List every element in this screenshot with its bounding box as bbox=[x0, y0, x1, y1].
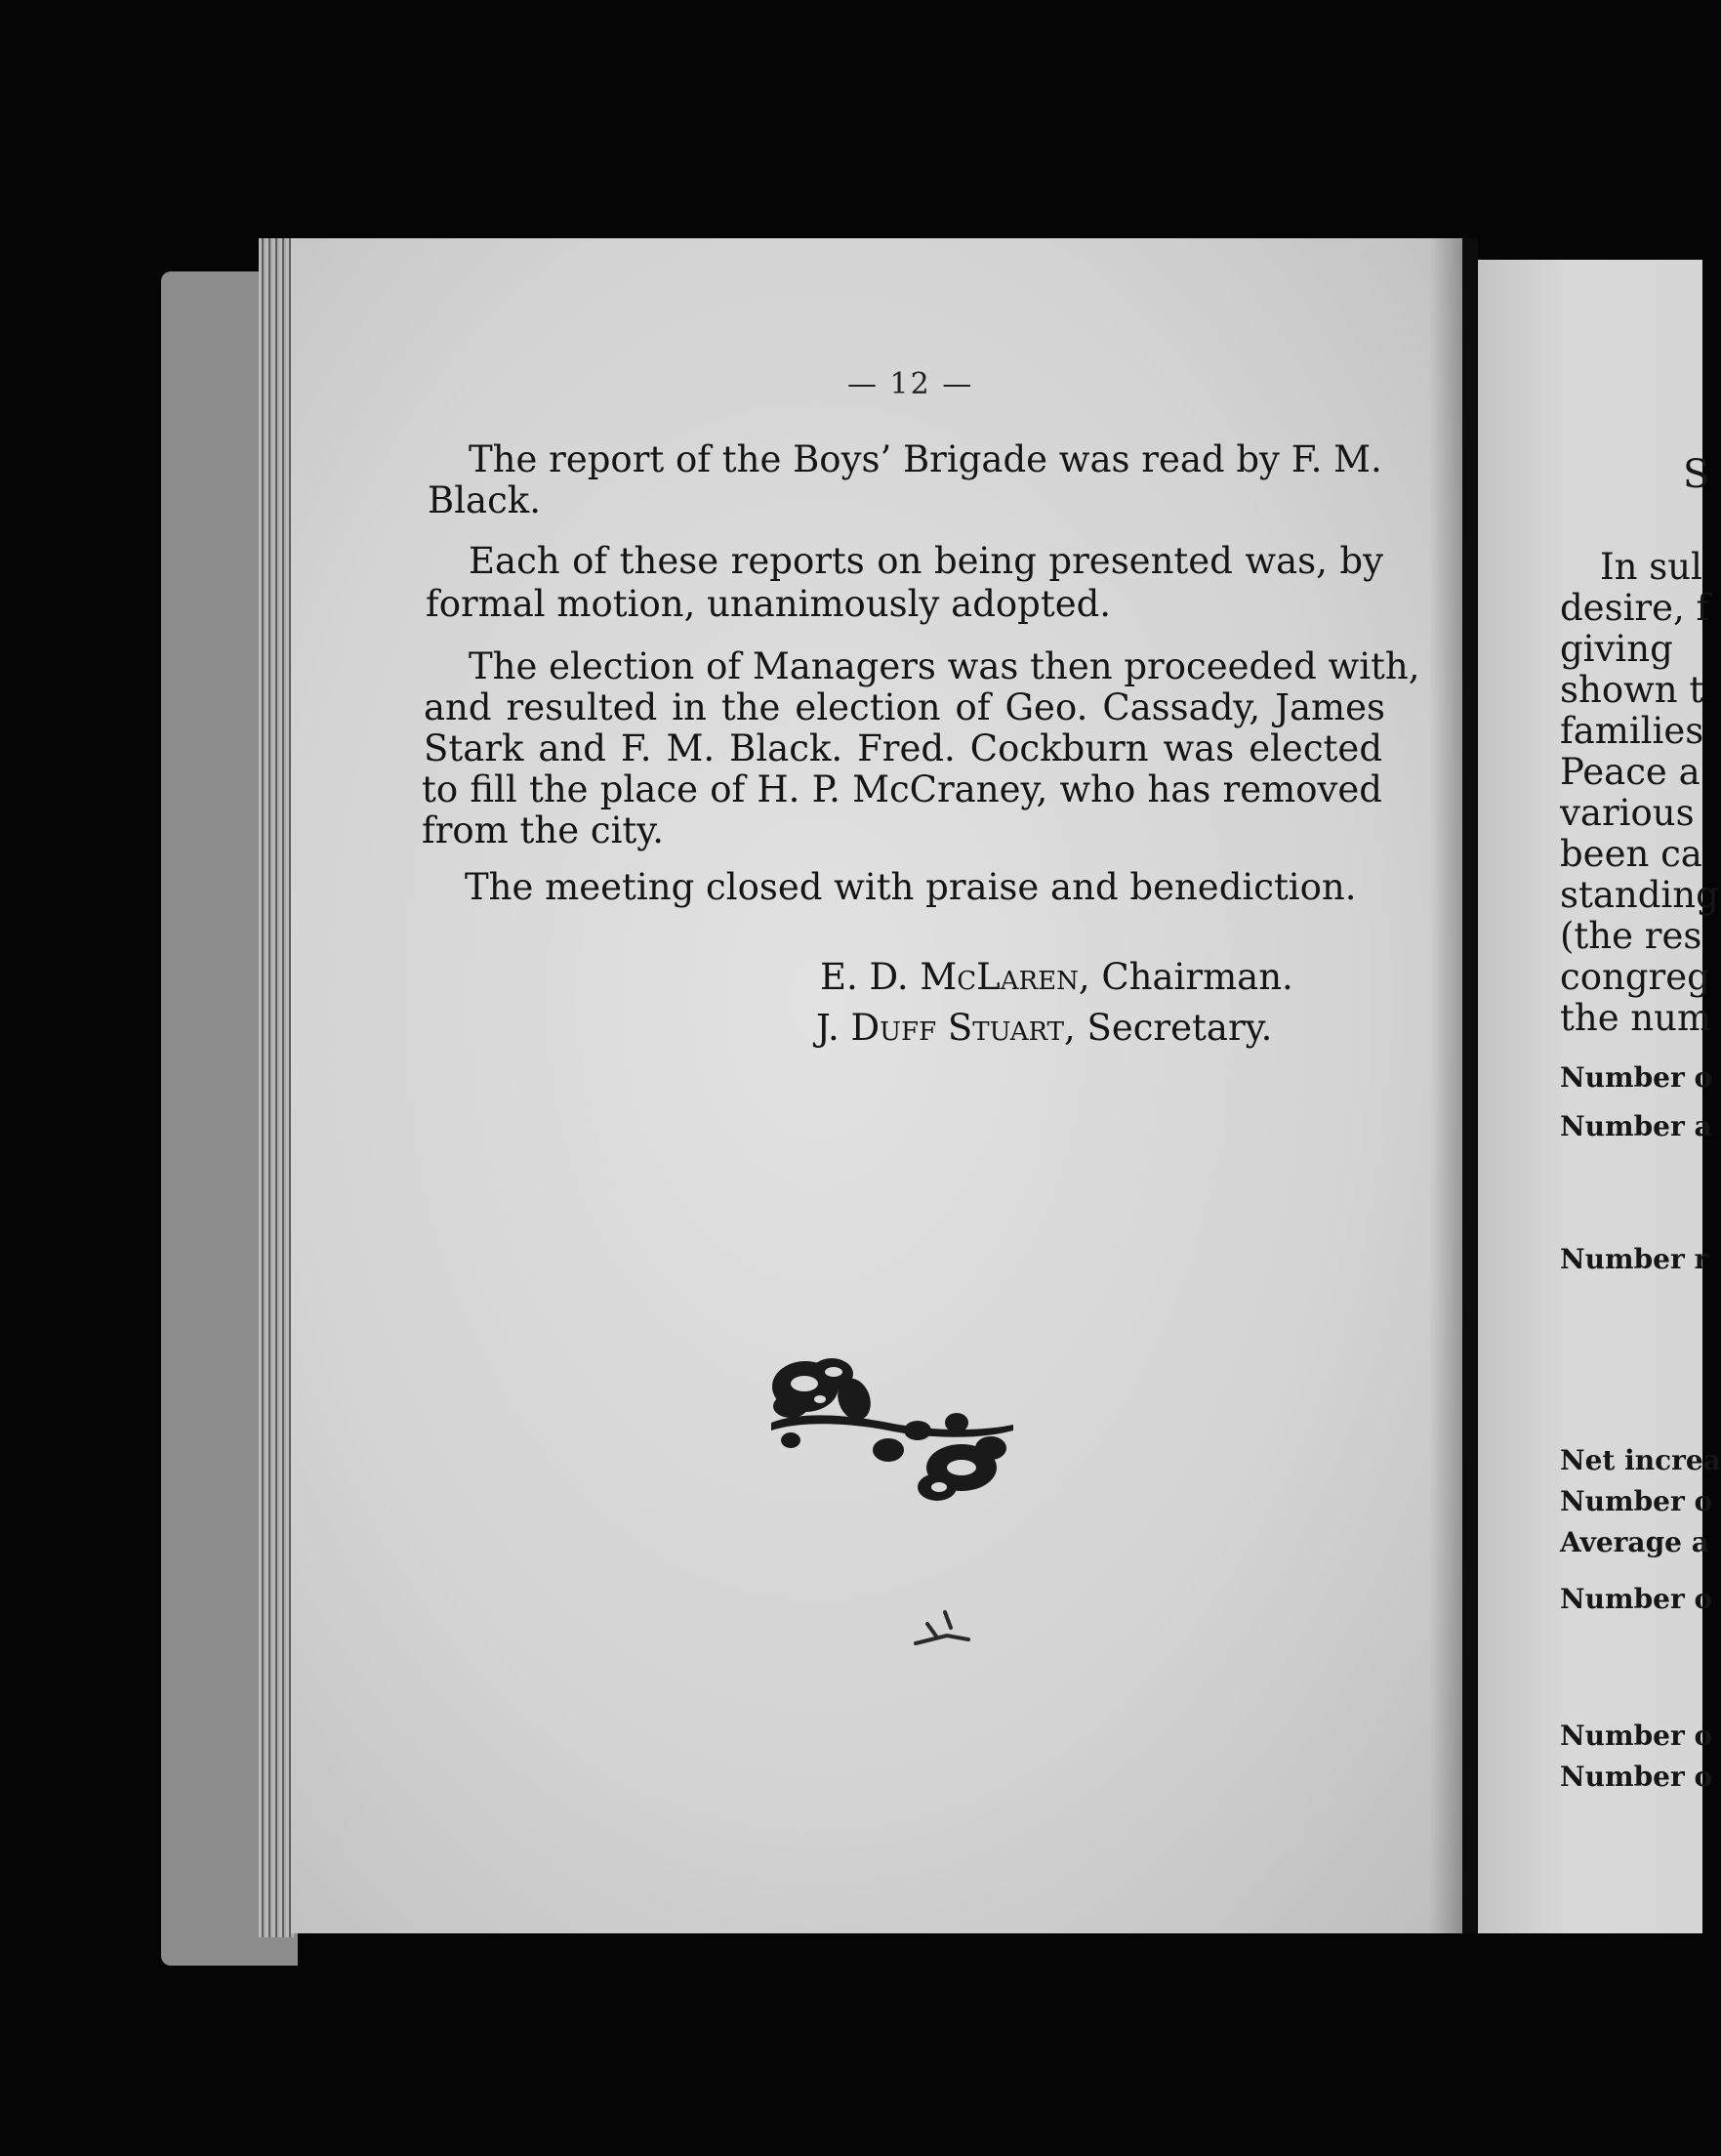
right-line: giving bbox=[1560, 628, 1673, 670]
secretary-title: Secretary. bbox=[1086, 1007, 1273, 1049]
right-line: various bbox=[1560, 792, 1695, 834]
right-heading-fragment: S bbox=[1683, 452, 1710, 497]
right-table-label: Number o bbox=[1560, 1061, 1713, 1094]
right-table-label: Average a bbox=[1560, 1526, 1709, 1558]
right-line: In sul bbox=[1600, 546, 1702, 588]
text-line: The meeting closed with praise and benediction. bbox=[465, 866, 1357, 908]
right-line: the num bbox=[1560, 997, 1712, 1039]
right-page bbox=[1478, 260, 1721, 1933]
right-table-label: Net increa bbox=[1560, 1444, 1721, 1476]
text-line: The report of the Boys’ Brigade was read by F. M. bbox=[469, 438, 1382, 480]
text-line: Stark and F. M. Black. Fred. Cockburn was elected bbox=[424, 727, 1382, 769]
right-line: standing bbox=[1560, 874, 1719, 916]
right-table-label: Number o bbox=[1560, 1761, 1713, 1793]
right-line: families bbox=[1560, 710, 1704, 752]
floral-ornament-icon bbox=[761, 1352, 1020, 1509]
chairman-name: E. D. McLaren, bbox=[820, 956, 1090, 998]
text-line: to fill the place of H. P. McCraney, who has removed bbox=[422, 768, 1382, 810]
text-line: formal motion, unanimously adopted. bbox=[426, 583, 1112, 625]
page-edges bbox=[259, 238, 294, 1937]
page-number: — 12 — bbox=[847, 367, 974, 401]
right-table-label: Number r bbox=[1560, 1243, 1709, 1275]
right-table-label: Number o bbox=[1560, 1720, 1713, 1752]
right-line: shown t bbox=[1560, 669, 1704, 711]
text-line: and resulted in the election of Geo. Cassady, James bbox=[424, 686, 1385, 728]
text-line: from the city. bbox=[422, 809, 665, 851]
chairman-title: Chairman. bbox=[1101, 956, 1293, 998]
right-line: Peace a bbox=[1560, 751, 1701, 793]
right-line: desire, f bbox=[1560, 587, 1710, 629]
right-line: been ca bbox=[1560, 833, 1702, 875]
pen-mark-icon bbox=[908, 1606, 976, 1650]
right-table-label: Number o bbox=[1560, 1583, 1713, 1615]
book-gutter bbox=[1462, 238, 1478, 1933]
text-line: Each of these reports on being presented was, by bbox=[469, 540, 1383, 582]
secretary-name: J. Duff Stuart, bbox=[816, 1007, 1076, 1049]
text-line: The election of Managers was then proceeded with, bbox=[469, 645, 1420, 687]
right-table-label: Number o bbox=[1560, 1485, 1713, 1517]
secretary-signature bbox=[816, 1007, 1273, 1049]
right-line: (the res bbox=[1560, 915, 1702, 957]
text-line: Black. bbox=[428, 479, 541, 521]
right-line: congreg bbox=[1560, 956, 1710, 998]
chairman-signature bbox=[820, 956, 1293, 998]
right-table-label: Number a bbox=[1560, 1110, 1712, 1142]
